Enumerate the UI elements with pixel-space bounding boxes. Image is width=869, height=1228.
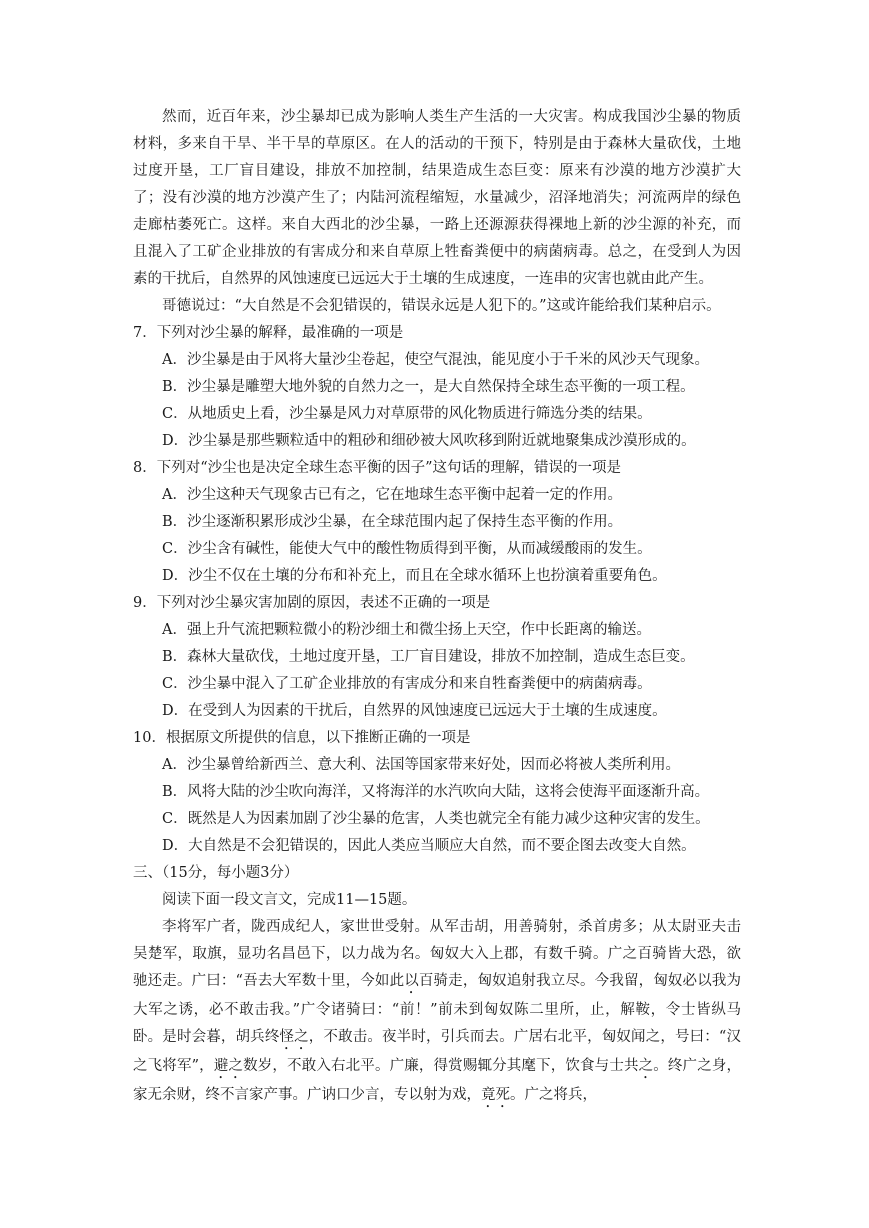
option-d: D．大自然是不会犯错误的，因此人类应当顺应大自然，而不要企图去改变大自然。 bbox=[162, 838, 696, 854]
option-a: A．强上升气流把颗粒微小的粉沙细土和微尘扬上天空，作中长距离的输送。 bbox=[162, 622, 651, 638]
passage-text: 数岁，不敢入右北平。广廉，得赏赐辄分其麾下，饮食与士共 bbox=[243, 1058, 639, 1074]
option-d: D．沙尘暴是那些颗粒适中的粗砂和细砂被大风吹移到附近就地聚集成沙漠形成的。 bbox=[162, 433, 696, 449]
question-9 bbox=[133, 590, 741, 725]
classical-passage bbox=[133, 914, 741, 1111]
option-b: B．森林大量砍伐，土地过度开垦，工厂盲目建设，排放不加控制，造成生态巨变。 bbox=[162, 649, 695, 665]
passage-text: 。广之将兵， bbox=[510, 1087, 597, 1103]
passage-paragraph-2: 哥德说过：“大自然是不会犯错误的，错误永远是人犯下的。”这或许能给我们某种启示。 bbox=[162, 298, 721, 314]
option-b: B．沙尘暴是雕塑大地外貌的自然力之一，是大自然保持全球生态平衡的一项工程。 bbox=[162, 379, 695, 395]
question-stem: 9．下列对沙尘暴灾害加剧的原因，表述不正确的一项是 bbox=[133, 595, 491, 611]
question-stem: 7．下列对沙尘暴的解释，最准确的一项是 bbox=[133, 325, 404, 341]
document-page bbox=[133, 104, 741, 1111]
emphasized-word: 竟死 bbox=[481, 1087, 510, 1103]
question-10 bbox=[133, 725, 741, 860]
option-b: B．风将大陆的沙尘吹向海洋，又将海洋的水汽吹向大陆，这将会使海平面逐渐升高。 bbox=[162, 784, 710, 800]
emphasized-word: 以 bbox=[404, 973, 419, 989]
question-8 bbox=[133, 455, 741, 590]
option-d: D．在受到人为因素的干扰后，自然界的风蚀速度已远远大于土壤的生成速度。 bbox=[162, 703, 667, 719]
option-b: B．沙尘逐渐积累形成沙尘暴，在全球范围内起了保持生态平衡的作用。 bbox=[162, 514, 623, 530]
passage-text: 李将军广者，陇西成纪人，家世世受射。从军击胡，用善骑射，杀首虏多；从太尉亚夫击吴楚军，取旗，显功名昌邑下，以力战为名。匈奴大入上郡，有数千骑。广之百骑皆大恐，欲驰还走。广曰：“吾去大军数十里，今如此 bbox=[133, 919, 741, 989]
section-instruction: 阅读下面一段文言文，完成11—15题。 bbox=[162, 892, 417, 908]
passage-text: 。终广之身，家无余财，终不言家产事。广讷口少言，专以射为戏， bbox=[133, 1058, 742, 1103]
passage-text: ，不敢击。夜半时，引兵而去。广居右北平，匈奴闻之，号曰：“汉之飞将军”， bbox=[133, 1029, 741, 1074]
emphasized-word: 之 bbox=[638, 1058, 654, 1074]
option-c: C．沙尘含有碱性，能使大气中的酸性物质得到平衡，从而减缓酸雨的发生。 bbox=[162, 541, 652, 557]
option-d: D．沙尘不仅在土壤的分布和补充上，而且在全球水循环上也扮演着重要角色。 bbox=[162, 568, 667, 584]
question-stem: 8．下列对“沙尘也是决定全球生态平衡的因子”这句话的理解，错误的一项是 bbox=[133, 460, 622, 476]
passage-text: 百骑走，匈奴追射我立尽。今我留，匈奴必以我为大军之诱，必不敢击我。”广令诸骑曰：“前！”前未到匈奴陈二里所，止，解鞍，令士皆纵马卧。是时会暮，胡兵终 bbox=[133, 973, 742, 1045]
question-stem: 10．根据原文所提供的信息，以下推断正确的一项是 bbox=[133, 730, 471, 746]
option-a: A．沙尘这种天气现象古已有之，它在地球生态平衡中起着一定的作用。 bbox=[162, 487, 622, 503]
passage-paragraph-1: 然而，近百年来，沙尘暴却已成为影响人类生产生活的一大灾害。构成我国沙尘暴的物质材料，多来自干旱、半干旱的草原区。在人的活动的干预下，特别是由于森林大量砍伐，土地过度开垦，工厂盲目建设，排放不加控制，结果造成生态巨变：原来有沙漠的地方沙漠扩大了；没有沙漠的地方沙漠产生了；内陆河流程缩短，水量减少，沼泽地消失；河流两岸的绿色走廊枯萎死亡。这样。来自大西北的沙尘暴，一路上还源源获得裸地上新的沙尘源的补充，而且混入了工矿企业排放的有害成分和来自草原上牲畜粪便中的病菌病毒。总之，在受到人为因素的干扰后，自然界的风蚀速度已远远大于土壤的生成速度，一连串的灾害也就由此产生。 bbox=[133, 109, 741, 287]
option-a: A．沙尘暴曾给新西兰、意大利、法国等国家带来好处，因而必将被人类所利用。 bbox=[162, 757, 680, 773]
emphasized-word: 怪之 bbox=[279, 1029, 309, 1045]
section-heading: 三、（15分，每小题3分） bbox=[133, 865, 299, 881]
option-c: C．沙尘暴中混入了工矿企业排放的有害成分和来自牲畜粪便中的病菌病毒。 bbox=[162, 676, 652, 692]
option-a: A．沙尘暴是由于风将大量沙尘卷起，使空气混浊，能见度小于千米的风沙天气现象。 bbox=[162, 352, 709, 368]
emphasized-word: 避之 bbox=[213, 1058, 244, 1074]
option-c: C．从地质史上看，沙尘暴是风力对草原带的风化物质进行筛选分类的结果。 bbox=[162, 406, 652, 422]
option-c: C．既然是人为因素加剧了沙尘暴的危害，人类也就完全有能力减少这种灾害的发生。 bbox=[162, 811, 710, 827]
question-7 bbox=[133, 320, 741, 455]
